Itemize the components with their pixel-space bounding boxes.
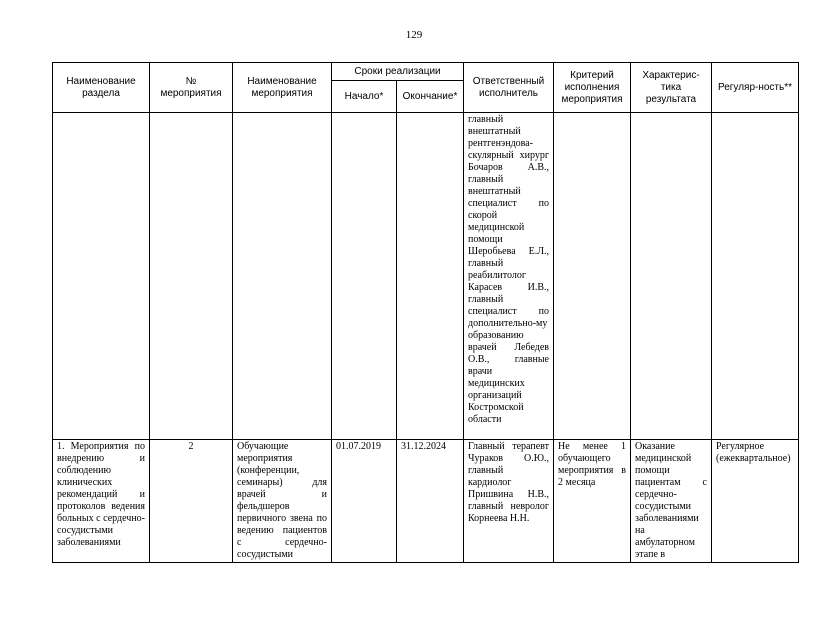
table-cell	[712, 113, 799, 440]
header-criterion: Критерий исполнения мероприятия	[554, 63, 631, 113]
responsible-cell: Главный терапевт Чураков О.Ю., главный кардиолог Пришвина Н.В., главный невролог Корнеева Н.Н.	[464, 440, 554, 563]
activity-plan-table	[52, 62, 799, 563]
header-end: Окончание*	[397, 81, 464, 113]
number-cell: 2	[150, 440, 233, 563]
page-number: 129	[405, 29, 423, 41]
header-implementation-terms: Сроки реализации	[332, 63, 464, 81]
activity-name-cell: Обучающие мероприятия (конференции, семинары) для врачей и фельдшеров первичного звена по ведению пациентов с сердечно-сосудистыми	[233, 440, 332, 563]
criterion-cell: Не менее 1 обучающего мероприятия в 2 месяца	[554, 440, 631, 563]
end-date-cell: 31.12.2024	[397, 440, 464, 563]
regularity-cell: Регулярное (ежеквартальное)	[712, 440, 799, 563]
header-responsible: Ответственный исполнитель	[464, 63, 554, 113]
table-cell	[150, 113, 233, 440]
header-activity-number: № мероприятия	[150, 63, 233, 113]
table-cell	[332, 113, 397, 440]
section-cell: 1. Мероприятия по внедрению и соблюдению клинических рекомендаций и протоколов ведения больных с сердечно-сосудистыми заболеваниями	[53, 440, 150, 563]
header-section-name: Наименование раздела	[53, 63, 150, 113]
table-cell	[631, 113, 712, 440]
table-row	[53, 440, 799, 563]
table-cell	[233, 113, 332, 440]
header-result: Характерис-тика результата	[631, 63, 712, 113]
table-cell	[554, 113, 631, 440]
table-cell	[397, 113, 464, 440]
header-activity-name: Наименование мероприятия	[233, 63, 332, 113]
table-row	[53, 113, 799, 440]
result-cell: Оказание медицинской помощи пациентам с сердечно-сосудистыми заболеваниями на амбулаторном этапе в	[631, 440, 712, 563]
header-start: Начало*	[332, 81, 397, 113]
start-date-cell: 01.07.2019	[332, 440, 397, 563]
table-cell	[53, 113, 150, 440]
header-regularity: Регуляр-ность**	[712, 63, 799, 113]
responsible-cell: главный внештатный рентгенэндова-скулярный хирург Бочаров А.В., главный внештатный специалист по скорой медицинской помощи Шеробьева Е.Л., главный реабилитолог Карасев И.В., главный специалист по дополнительно-му образованию врачей Лебедев О.В., главные врачи медицинских организаций Костромской области	[464, 113, 554, 440]
